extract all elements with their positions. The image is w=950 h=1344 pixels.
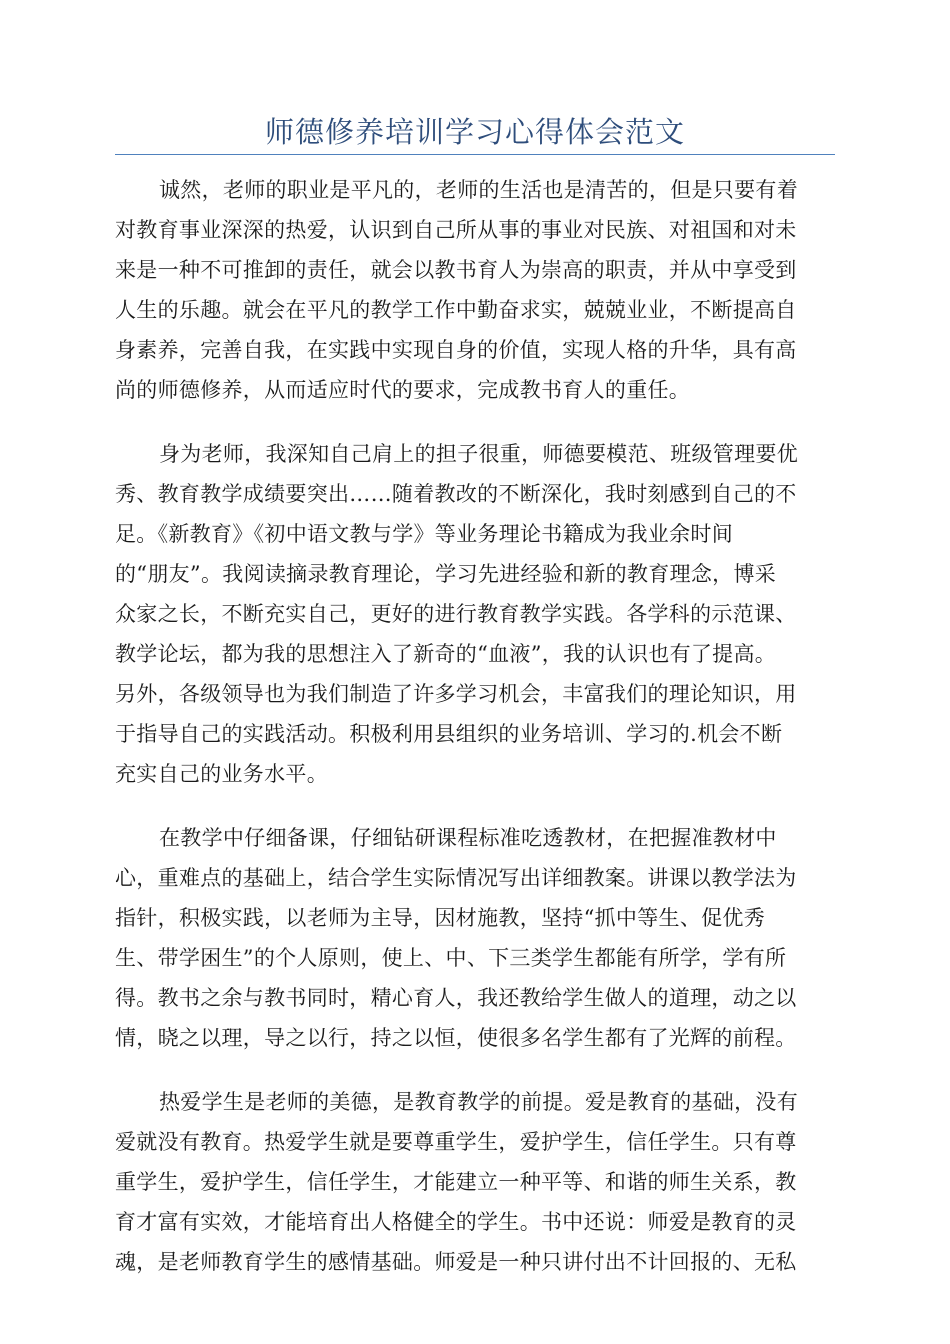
text-line: 另外，各级领导也为我们制造了许多学习机会，丰富我们的理论知识，用 [115, 682, 797, 706]
text-line: 身为老师，我深知自己肩上的担子很重，师德要模范、班级管理要优 [159, 442, 798, 466]
text-line: 指针，积极实践，以老师为主导，因材施教，坚持“抓中等生、促优秀 [115, 906, 766, 930]
paragraph-4 [115, 1082, 831, 1282]
text-line: 来是一种不可推卸的责任，就会以教书育人为崇高的职责，并从中享受到 [115, 258, 797, 282]
document-title: 师德修养培训学习心得体会范文 [264, 115, 685, 149]
text-line: 爱就没有教育。热爱学生就是要尊重学生，爱护学生，信任学生。只有尊 [115, 1130, 797, 1154]
text-line: 足。《新教育》《初中语文教与学》等业务理论书籍成为我业余时间 [115, 522, 733, 546]
text-line: 育才富有实效，才能培育出人格健全的学生。书中还说：师爱是教育的灵 [115, 1210, 797, 1234]
text-line: 热爱学生是老师的美德，是教育教学的前提。爱是教育的基础，没有 [159, 1090, 798, 1114]
text-line: 在教学中仔细备课，仔细钻研课程标准吃透教材，在把握准教材中 [159, 826, 777, 850]
text-line: 于指导自己的实践活动。积极利用县组织的业务培训、学习的.机会不断 [115, 722, 783, 746]
paragraph-3 [115, 818, 831, 1058]
text-line: 身素养，完善自我，在实践中实现自身的价值，实现人格的升华，具有高 [115, 338, 797, 362]
text-line: 魂，是老师教育学生的感情基础。师爱是一种只讲付出不计回报的、无私 [115, 1250, 797, 1274]
text-line: 教学论坛，都为我的思想注入了新奇的“血液”，我的认识也有了提高。 [115, 642, 777, 666]
text-line: 秀、教育教学成绩要突出……随着教改的不断深化，我时刻感到自己的不 [115, 482, 797, 506]
text-line: 尚的师德修养，从而适应时代的要求，完成教书育人的重任。 [115, 378, 691, 402]
paragraph-1 [115, 170, 831, 410]
text-line: 对教育事业深深的热爱，认识到自己所从事的事业对民族、对祖国和对未 [115, 218, 797, 242]
text-line: 诚然，老师的职业是平凡的，老师的生活也是清苦的，但是只要有着 [159, 178, 798, 202]
text-line: 的“朋友”。我阅读摘录教育理论，学习先进经验和新的教育理念，博采 [115, 562, 777, 586]
text-line: 充实自己的业务水平。 [115, 762, 328, 786]
text-line: 重学生，爱护学生，信任学生，才能建立一种平等、和谐的师生关系，教 [115, 1170, 797, 1194]
text-line: 人生的乐趣。就会在平凡的教学工作中勤奋求实，兢兢业业，不断提高自 [115, 298, 797, 322]
paragraph-2 [115, 434, 831, 794]
text-line: 得。教书之余与教书同时，精心育人，我还教给学生做人的道理，动之以 [115, 986, 797, 1010]
text-line: 情，晓之以理，导之以行，持之以恒，使很多名学生都有了光辉的前程。 [115, 1026, 797, 1050]
text-line: 生、带学困生”的个人原则，使上、中、下三类学生都能有所学，学有所 [115, 946, 787, 970]
title-underline [115, 154, 835, 155]
text-line: 众家之长，不断充实自己，更好的进行教育教学实践。各学科的示范课、 [115, 602, 797, 626]
document-body [115, 170, 831, 1306]
text-line: 心，重难点的基础上，结合学生实际情况写出详细教案。讲课以教学法为 [115, 866, 797, 890]
